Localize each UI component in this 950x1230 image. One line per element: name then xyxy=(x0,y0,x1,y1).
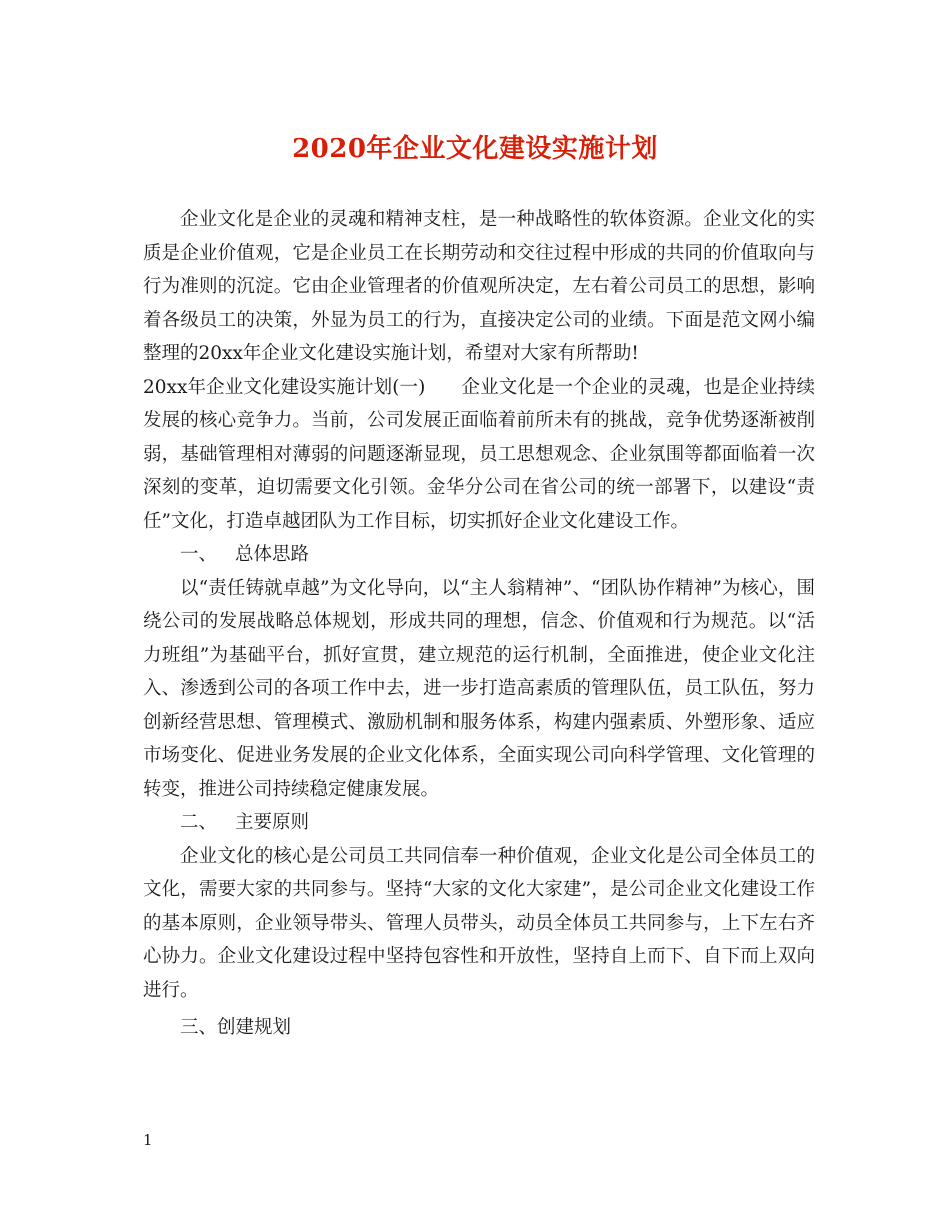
section1-number: 一、 xyxy=(180,544,218,565)
part1-label: 20xx年企业文化建设实施计划(一) xyxy=(143,376,426,398)
section1-heading xyxy=(143,538,815,572)
section1-title: 总体思路 xyxy=(235,544,310,565)
part1-paragraph xyxy=(143,371,815,539)
intro-paragraph: 企业文化是企业的灵魂和精神支柱，是一种战略性的软体资源。企业文化的实质是企业价值观，它是企业员工在长期劳动和交往过程中形成的共同的价值取向与行为准则的沉淀。它由企业管理者的价值观所决定，左右着公司员工的思想，影响着各级员工的决策，外显为员工的行为，直接决定公司的业绩。下面是范文网小编整理的20xx年企业文化建设实施计划，希望对大家有所帮助! xyxy=(143,209,815,364)
section2-heading xyxy=(143,806,815,840)
section2-title: 主要原则 xyxy=(235,812,310,833)
page-number: 1 xyxy=(143,1131,153,1149)
document-title: 2020年企业文化建设实施计划 xyxy=(292,134,658,164)
section2-number: 二、 xyxy=(180,812,218,833)
section1-paragraph: 以“责任铸就卓越”为文化导向，以“主人翁精神”、“团队协作精神”为核心，围绕公司的发展战略总体规划，形成共同的理想，信念、价值观和行为规范。以“活力班组”为基础平台，抓好宣贯，建立规范的运行机制，全面推进，使企业文化注入、渗透到公司的各项工作中去，进一步打造高素质的管理队伍，员工队伍，努力创新经营思想、管理模式、激励机制和服务体系，构建内强素质、外塑形象、适应市场变化、促进业务发展的企业文化体系，全面实现公司向科学管理、文化管理的转变，推进公司持续稳定健康发展。 xyxy=(143,577,815,800)
section2-paragraph: 企业文化的核心是公司员工共同信奉一种价值观，企业文化是公司全体员工的文化，需要大家的共同参与。坚持“大家的文化大家建”，是公司企业文化建设工作的基本原则，企业领导带头、管理人员带头，动员全体员工共同参与，上下左右齐心协力。企业文化建设过程中坚持包容性和开放性，坚持自上而下、自下而上双向进行。 xyxy=(143,845,815,1001)
part1-text: 企业文化是一个企业的灵魂，也是企业持续发展的核心竞争力。当前，公司发展正面临着前所未有的挑战，竞争优势逐渐被削弱，基础管理相对薄弱的问题逐渐显现，员工思想观念、企业氛围等都面临着一次深刻的变革，迫切需要文化引领。金华分公司在省公司的统一部署下，以建设“责任”文化，打造卓越团队为工作目标，切实抓好企业文化建设工作。 xyxy=(143,376,815,532)
section3-heading: 三、创建规划 xyxy=(180,1017,292,1038)
document-body xyxy=(143,203,815,1045)
